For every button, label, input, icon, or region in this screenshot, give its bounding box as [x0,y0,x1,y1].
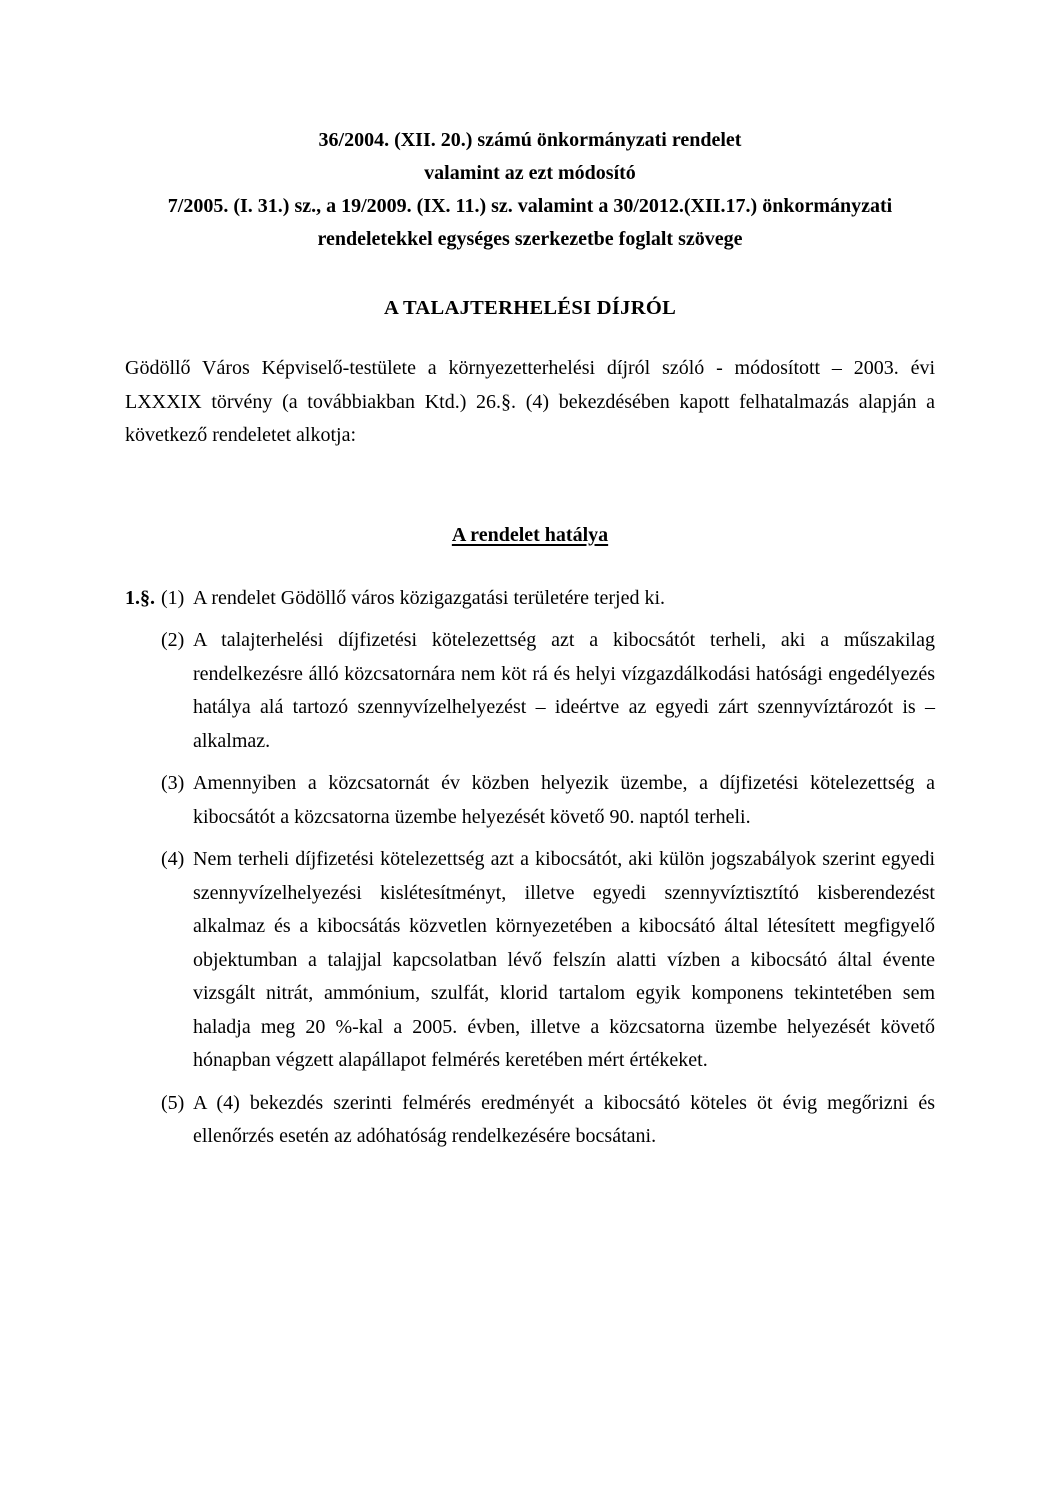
intro-paragraph: Gödöllő Város Képviselő-testülete a környezetterhelési díjról szóló - módosított – 2003. évi LXXXIX törvény (a továbbiakban Ktd.) 26.§. (4) bekezdésében kapott felhatalmazás alapján a következő rendeletet alkotja: [125,357,935,446]
clause-1-number: (1) [161,586,185,609]
clause-3 [125,767,935,834]
clause-5 [125,1087,935,1154]
clause-3-text: Amennyiben a közcsatornát év közben helyezik üzembe, a díjfizetési kötelezettség a kibocsátót a közcsatorna üzembe helyezését követő 90. naptól terheli. [193,772,935,828]
clause-2-number: (2) [161,629,185,651]
title-line-3: 7/2005. (I. 31.) sz., a 19/2009. (IX. 11.) sz. valamint a 30/2012.(XII.17.) önkormányzati [167,195,893,217]
section-heading: A rendelet hatálya [451,523,609,546]
clause-5-number: (5) [161,1091,185,1114]
title-line-1: 36/2004. (XII. 20.) számú önkormányzati rendelet [318,129,742,151]
clause-5-text: A (4) bekezdés szerinti felmérés eredményét a kibocsátó köteles öt évig megőrizni és ellenőrzés esetén az adóhatóság rendelkezésére bocsátani. [193,1091,935,1147]
title-block [125,124,935,256]
clause-4-number: (4) [161,848,185,870]
article-number: 1.§. [125,586,155,609]
clause-list [125,582,935,1154]
clause-4 [125,843,935,1078]
clause-1-text: A rendelet Gödöllő város közigazgatási területére terjed ki. [193,586,666,609]
clause-1 [125,582,935,616]
clause-2 [125,624,935,758]
subject-title: A TALAJTERHELÉSI DÍJRÓL [383,297,677,319]
clause-4-text: Nem terheli díjfizetési kötelezettség azt a kibocsátót, aki külön jogszabályok szerint egyedi szennyvízelhelyezési kislétesítményt, illetve egyedi szennyvíztisztító kisberendezést alkalmaz és a kibocsátás közvetlen környezetében a kibocsátó által létesített megfigyelő objektumban a talajjal kapcsolatban lévő felszín alatti vízben a kibocsátó által évente vizsgált nitrát, ammónium, szulfát, klorid tartalom egyik komponens tekintetében sem haladja meg 20 %-kal a 2005. évben, illetve a közcsatorna üzembe helyezését követő hónapban végzett alapállapot felmérés keretében mért értékeket. [193,848,935,1071]
clause-3-number: (3) [161,772,185,794]
clause-2-text: A talajterhelési díjfizetési kötelezettség azt a kibocsátót terheli, aki a műszakilag rendelkezésre álló közcsatornára nem köt rá és helyi vízgazdálkodási hatósági engedélyezés hatálya alá tartozó szennyvízelhelyezést – ideértve az egyedi zárt szennyvíztározót is – alkalmaz. [193,629,935,752]
title-line-4: rendeletekkel egységes szerkezetbe foglalt szövege [317,228,743,250]
title-line-2: valamint az ezt módosító [424,162,636,184]
